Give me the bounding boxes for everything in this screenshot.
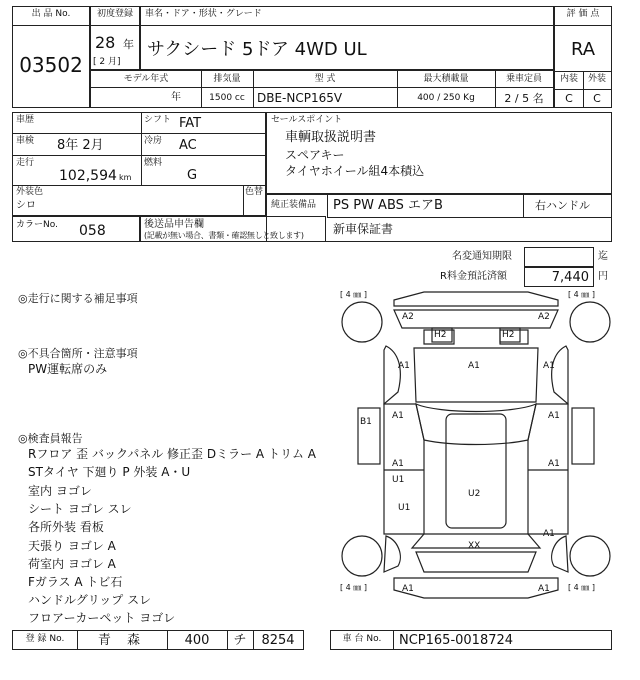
tire-depth-front-right: [ 4 ㎜ ] xyxy=(568,290,595,299)
recycle-value-box xyxy=(524,267,594,287)
body-outline xyxy=(414,348,538,402)
color-change-label: 色替 xyxy=(245,187,264,197)
capacity-header: 乗車定員 xyxy=(505,74,542,84)
sales-point-3: タイヤホイール組4本積込 xyxy=(285,164,425,178)
rear-fender-right-outline xyxy=(552,536,568,572)
registration-month: [ 2 月] xyxy=(93,57,121,67)
type-value: DBE-NCP165V xyxy=(257,91,343,105)
hood-outline xyxy=(394,310,558,328)
sales-point-2: スペアキー xyxy=(285,148,345,162)
lot-number-box xyxy=(12,6,90,108)
recycle-label: R料金預託済額 xyxy=(440,271,507,282)
ac-value: AC xyxy=(179,138,197,153)
spec-table xyxy=(90,70,554,108)
inspector-item: Rフロア 歪 バックパネル 修正歪 Dミラー A トリム A xyxy=(28,447,316,461)
car-name-box xyxy=(140,6,554,70)
displacement-value: 1500 cc xyxy=(209,93,245,103)
exterior-grade: C xyxy=(593,92,601,105)
type-header: 型 式 xyxy=(314,74,336,84)
warranty-value: 新車保証書 xyxy=(333,222,394,236)
max-load-header: 最大積載量 xyxy=(423,74,469,84)
driving-notes-title: ◎走行に関する補足事項 xyxy=(18,292,138,305)
mileage-unit: km xyxy=(119,173,132,182)
ext-color-label: 外装色 xyxy=(16,187,44,197)
roof-outline xyxy=(446,414,506,528)
inspector-item: STタイヤ 下廻り P 外装 A・U xyxy=(28,465,191,479)
details-table xyxy=(12,112,266,216)
lot-number: 03502 xyxy=(19,53,83,77)
recycle-value: 7,440 xyxy=(551,270,589,285)
registration-number: 8254 xyxy=(261,633,295,648)
damage-mark: A1 xyxy=(538,584,550,594)
inspector-report-title: ◎検査員報告 xyxy=(18,432,83,445)
chassis-number-box xyxy=(330,630,612,650)
fuel-label: 燃料 xyxy=(144,158,163,168)
registration-year-unit: 年 xyxy=(123,38,134,51)
name-change-unit: 迄 xyxy=(598,251,608,262)
inspection-value: 8年 2月 xyxy=(57,138,104,153)
inspector-item: 各所外装 看板 xyxy=(28,520,104,534)
score-box xyxy=(554,6,612,108)
rear-hatch-outline xyxy=(416,552,536,572)
tire-depth-rear-left: [ 4 ㎜ ] xyxy=(340,583,367,592)
car-name-label: 車名・ドア・形状・グレード xyxy=(145,9,262,19)
handle-position: 右ハンドル xyxy=(535,199,590,212)
registration-year: 28 xyxy=(95,33,116,52)
mileage-value: 102,594 xyxy=(59,168,117,184)
defect-item: PW運転席のみ xyxy=(28,362,108,376)
inspector-item: シート ヨゴレ スレ xyxy=(28,502,132,516)
max-load-value: 400 / 250 Kg xyxy=(417,93,475,103)
front-bumper-outline xyxy=(394,292,558,306)
model-year-value: 年 xyxy=(171,92,181,103)
tire-icon xyxy=(570,302,610,342)
tire-icon xyxy=(342,302,382,342)
damage-mark: U1 xyxy=(398,503,411,513)
registration-kana: チ xyxy=(233,633,247,648)
rear-fender-left-outline xyxy=(384,536,400,572)
sales-points-label: セールスポイント xyxy=(271,115,343,125)
equipment-value: PS PW ABS エアB xyxy=(333,198,443,213)
registration-number-box xyxy=(12,630,304,650)
car-name: サクシード 5ドア 4WD UL xyxy=(147,39,367,60)
front-fender-right-outline xyxy=(552,346,568,404)
damage-mark: A1 xyxy=(548,459,560,469)
side-panel-right xyxy=(572,408,594,464)
damage-mark: A1 xyxy=(543,361,555,371)
inspector-item: フロアーカーペット ヨゴレ xyxy=(28,611,176,625)
name-change-label: 名変通知期限 xyxy=(452,251,512,262)
damage-mark: A2 xyxy=(402,312,414,322)
registration-region: 青 森 xyxy=(97,633,147,648)
front-windshield-outline xyxy=(416,404,536,445)
ac-label: 冷房 xyxy=(144,136,163,146)
sales-points-box xyxy=(266,112,612,194)
registration-class: 400 xyxy=(184,633,210,648)
door-left-outline xyxy=(384,404,424,534)
door-right-outline xyxy=(528,404,568,534)
model-year-header: モデル年式 xyxy=(123,74,169,84)
docs-note: (記載が無い場合、書類・確認無しと致します) xyxy=(144,231,304,240)
displacement-header: 排気量 xyxy=(213,74,241,84)
damage-mark: B1 xyxy=(360,417,372,427)
damage-mark: A1 xyxy=(543,529,555,539)
overall-score: RA xyxy=(570,39,596,60)
shift-value: FAT xyxy=(179,116,202,131)
inspector-item: 荷室内 ヨゴレ A xyxy=(28,557,116,571)
tire-depth-rear-right: [ 4 ㎜ ] xyxy=(568,583,595,592)
color-no-box xyxy=(12,216,140,242)
damage-mark: A1 xyxy=(548,411,560,421)
registration-box xyxy=(90,6,140,70)
tire-depth-front-left: [ 4 ㎜ ] xyxy=(340,290,367,299)
inspection-label: 車検 xyxy=(16,136,35,146)
damage-mark: A1 xyxy=(402,584,414,594)
damage-mark: A1 xyxy=(392,411,404,421)
inspector-item: Fガラス A トビ石 xyxy=(28,575,123,589)
fuel-value: G xyxy=(187,168,198,183)
damage-mark: A2 xyxy=(538,312,550,322)
lot-number-label: 出 品 No. xyxy=(31,9,71,19)
damage-mark: A1 xyxy=(398,361,410,371)
inspector-item: 天張り ヨゴレ A xyxy=(28,539,116,553)
color-no-value: 058 xyxy=(79,223,106,239)
front-fender-left-outline xyxy=(384,346,400,404)
recycle-unit: 円 xyxy=(598,271,608,282)
score-label: 評 価 点 xyxy=(566,9,600,19)
docs-label: 後送品申告欄 xyxy=(144,219,204,230)
damage-mark: H2 xyxy=(502,330,515,340)
sales-point-1: 車輌取扱説明書 xyxy=(285,130,377,145)
mileage-label: 走行 xyxy=(16,158,35,168)
equipment-label: 純正装備品 xyxy=(271,200,317,210)
chassis-number-label: 車 台 No. xyxy=(342,634,382,644)
interior-grade: C xyxy=(565,92,573,105)
history-label: 車歴 xyxy=(16,115,35,125)
capacity-value: 2 / 5 名 xyxy=(504,92,544,105)
shift-label: シフト xyxy=(144,115,172,125)
damage-mark: U2 xyxy=(468,489,481,499)
chassis-number: NCP165-0018724 xyxy=(399,633,514,648)
equipment-box xyxy=(266,194,612,242)
rear-bumper-outline xyxy=(394,578,558,598)
color-no-label: カラーNo. xyxy=(16,220,58,230)
damage-mark: A1 xyxy=(468,361,480,371)
tire-icon xyxy=(342,536,382,576)
name-change-value xyxy=(524,247,594,267)
interior-label: 内装 xyxy=(559,74,578,84)
tire-icon xyxy=(570,536,610,576)
registration-label: 初度登録 xyxy=(96,9,133,19)
damage-mark: XX xyxy=(468,541,481,551)
inspector-item: ハンドルグリップ スレ xyxy=(28,593,152,607)
damage-mark: U1 xyxy=(392,475,405,485)
inspector-item: 室内 ヨゴレ xyxy=(28,484,92,498)
exterior-label: 外装 xyxy=(587,74,606,84)
damage-mark: A1 xyxy=(392,459,404,469)
ext-color-value: シロ xyxy=(16,200,36,211)
damage-mark: H2 xyxy=(434,330,447,340)
registration-number-label: 登 録 No. xyxy=(25,634,65,644)
defect-notes-title: ◎不具合箇所・注意事項 xyxy=(18,347,138,360)
